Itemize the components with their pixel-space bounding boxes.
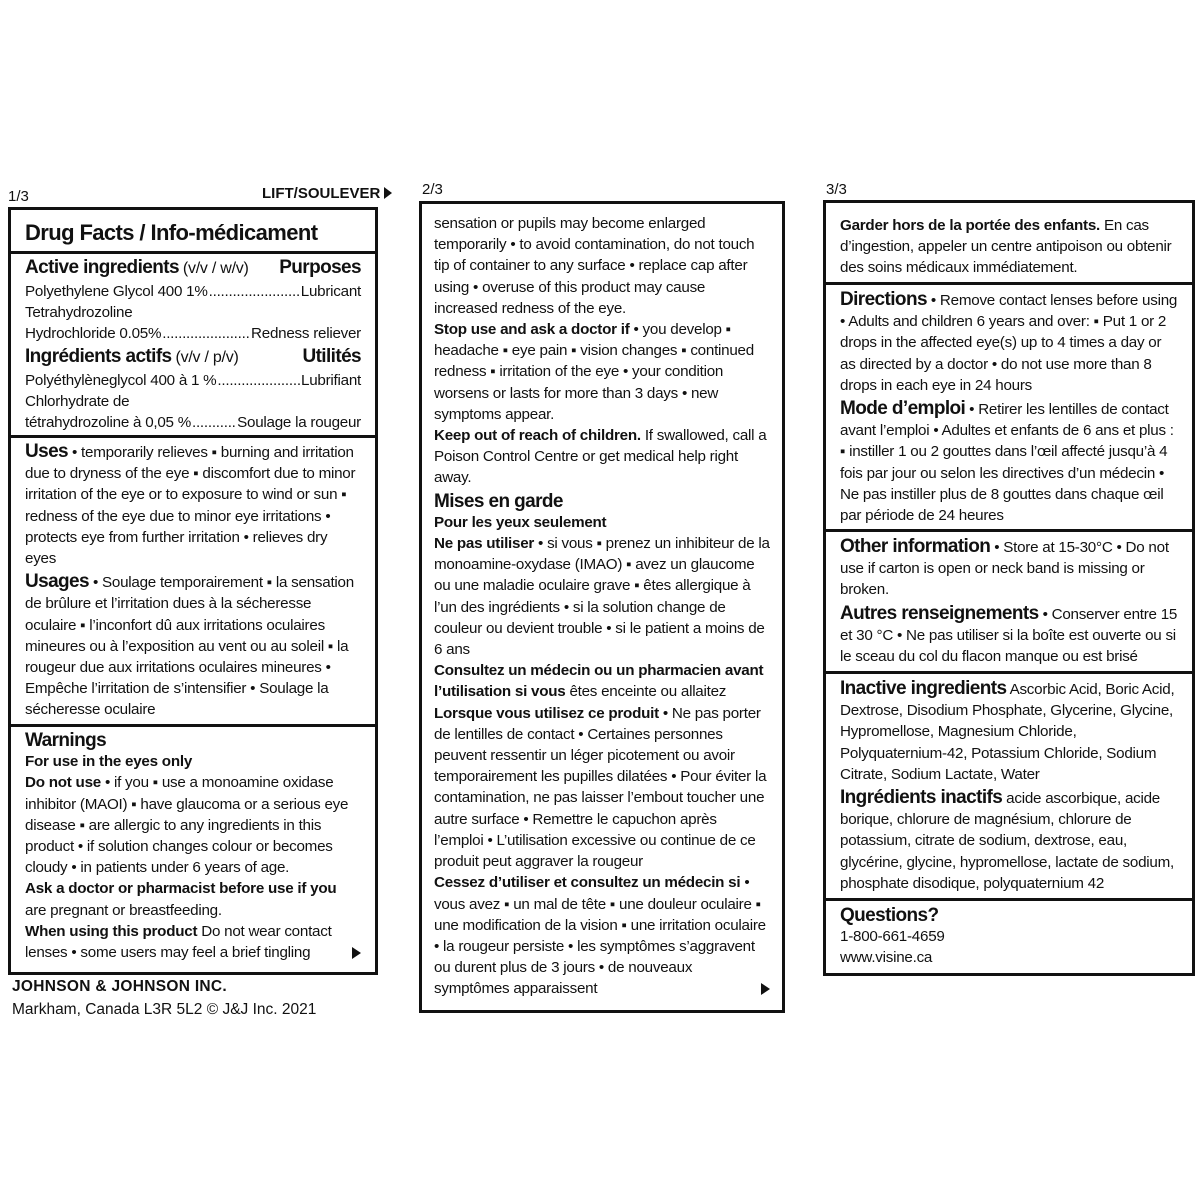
mises-en-garde-heading: Mises en garde: [434, 490, 563, 512]
mode-emploi-heading: Mode d’emploi: [840, 398, 966, 420]
active-units: (v/v / w/v): [182, 260, 249, 277]
lorsque-label: Lorsque vous utilisez ce produit: [434, 704, 659, 722]
other-info-heading: Other information: [840, 536, 991, 557]
lift-label: [262, 185, 392, 202]
continue-arrow-icon: [761, 983, 770, 995]
active-item-1-purpose: Lubricant: [300, 283, 361, 300]
drug-facts-panel-2: [419, 201, 785, 1013]
questions-section: [826, 901, 1192, 973]
ask-doctor-label: Ask a doctor or pharmacist before use if you: [25, 880, 337, 898]
consultez-label: Consultez un médecin ou un pharmacien avant l’utilisation si vous: [434, 662, 764, 701]
active-item-2-line1: Tetrahydrozoline: [25, 304, 133, 322]
actif-item-2-purpose: Soulage la rougeur: [237, 414, 361, 432]
drug-facts-panel-3: [823, 200, 1195, 976]
keep-out-text: If swallowed, call a Poison Control Centre or get medical help right away.: [434, 427, 767, 487]
actif-item-2-line1: Chlorhydrate de: [25, 392, 130, 410]
actif-item-2: tétrahydrozoline à 0,05 %: [25, 414, 191, 432]
stop-use-label: Stop use and ask a doctor if: [434, 321, 630, 339]
stop-use-text: • you develop ▪ headache ▪ eye pain ▪ vision changes ▪ continued redness ▪ irritation of the eye • your condition worsens or lasts for more than 3 days • new symptoms appear.: [434, 321, 754, 423]
title-section: [11, 210, 375, 254]
inactifs-text: acide ascorbique, acide borique, chlorure de magnésium, chlorure de potassium, citrate de sodium, dextrose, eau, glycérine, glycine, hypromellose, lactate de sodium, phosphate disodique, polyquaternium 42: [840, 790, 1174, 892]
active-ingredients-heading: Active ingredients: [25, 257, 179, 278]
directions-section: [826, 285, 1192, 532]
garder-text: En cas d’ingestion, appeler un centre antipoison ou obtenir des soins médicaux immédiatement.: [840, 217, 1172, 277]
uses-text: • temporarily relieves ▪ burning and irritation due to dryness of the eye ▪ discomfort due to minor irritation of the eye or to exposure to wind or sun ▪ redness of the eye due to minor eye irritations • protects eye from further irritation • relieves dry eyes: [25, 444, 356, 568]
actif-item-1: Polyéthylèneglycol 400 à 1 %: [25, 371, 217, 389]
directions-heading: Directions: [840, 289, 927, 310]
phone-number[interactable]: 1-800-661-4659: [840, 928, 945, 946]
active-item-2: Hydrochloride 0.05%: [25, 325, 162, 343]
garder-label: Garder hors de la portée des enfants.: [840, 217, 1100, 234]
utilites-heading: Utilités: [302, 345, 361, 367]
active-item-1: Polyethylene Glycol 400 1%: [25, 283, 208, 300]
other-info-text: • Store at 15-30°C • Do not use if carton is open or neck band is missing or broken.: [840, 539, 1169, 599]
lorsque-text: • Ne pas porter de lentilles de contact • Certaines personnes peuvent ressentir un léger picotement ou avoir temporairement les pupilles dilatées • Pour éviter la contamination, ne pas laisser l’embout toucher une autre surface • Remettre le capuchon après l’emploi • L’utilisation excessive ou continue de ce produit peut aggraver la rougeur: [434, 704, 767, 871]
actifs-units: (v/v / p/v): [175, 348, 239, 366]
actif-item-1-purpose: Lubrifiant: [301, 371, 361, 389]
questions-heading: Questions?: [840, 905, 939, 926]
when-using-text: Do not wear contact lenses • some users may feel a brief tingling: [25, 922, 332, 962]
do-not-use-label: Do not use: [25, 774, 101, 792]
drug-facts-panel-1: [8, 207, 378, 975]
page-number-1: 1/3: [8, 188, 29, 205]
website-link[interactable]: www.visine.ca: [840, 949, 933, 967]
when-using-label: When using this product: [25, 922, 198, 940]
company-address: Markham, Canada L3R 5L2 © J&J Inc. 2021: [12, 1001, 317, 1018]
inactive-text: Ascorbic Acid, Boric Acid, Dextrose, Disodium Phosphate, Glycerine, Glycine, Hypromellose, Magnesium Chloride, Polyquaternium-42, Potassium Chloride, Sodium Citrate, Sodium Lactate, Water: [840, 681, 1175, 783]
ne-pas-utiliser-text: • si vous ▪ prenez un inhibiteur de la monoamine-oxydase (IMAO) ▪ avez un glaucome ou une maladie oculaire grave ▪ êtes allergique à l’un des ingrédients • si la solution change de couleur ou devient trouble • si le patient a moins de 6 ans: [434, 535, 770, 659]
do-not-use-text: • if you ▪ use a monoamine oxidase inhibitor (MAOI) ▪ have glaucoma or a serious eye disease ▪ are allergic to any ingredients in this product • if solution changes colour or becomes cloudy • in patients under 6 years of age.: [25, 774, 349, 877]
autres-heading: Autres renseignements: [840, 602, 1039, 624]
warnings-continued-text: sensation or pupils may become enlarged temporarily • to avoid contamination, do not touch tip of container to any surface • replace cap after using • overuse of this product may cause increased redness of the eye.: [434, 215, 755, 317]
inactifs-heading: Ingrédients inactifs: [840, 787, 1003, 809]
uses-heading: Uses: [25, 441, 69, 462]
cessez-label: Cessez d’utiliser et consultez un médecin si: [434, 874, 741, 892]
active-item-2-purpose: Redness reliever: [251, 325, 361, 343]
warnings-heading: Warnings: [25, 730, 107, 751]
warnings-continued-section: [422, 204, 782, 1010]
arrow-right-icon: [384, 187, 392, 199]
consultez-text: êtes enceinte ou allaitez: [565, 683, 727, 701]
warnings-section: [11, 727, 375, 972]
inactive-ingredients-section: [826, 674, 1192, 901]
ask-doctor-text: are pregnant or breastfeeding.: [25, 901, 222, 919]
keep-out-label: Keep out of reach of children.: [434, 427, 641, 445]
autres-text: • Conserver entre 15 et 30 °C • Ne pas utiliser si la boîte est ouverte ou si le sceau du col du flacon manque ou est brisé: [840, 605, 1178, 666]
inactive-heading: Inactive ingredients: [840, 678, 1007, 699]
page-number-2: 2/3: [422, 181, 443, 198]
usages-text: • Soulage temporairement ▪ la sensation de brûlure et l’irritation dues à la sécheresse oculaire ▪ l’inconfort dû aux irritations oculaires mineures ou à l’exposition au vent ou au soleil ▪ la rougeur due aux irritations oculaires mineures • Empêche l’irritation de s’intensifier • Soulage la sécheresse oculaire: [25, 574, 354, 719]
usages-heading: Usages: [25, 571, 89, 593]
continue-arrow-icon: [352, 947, 361, 959]
ne-pas-utiliser-label: Ne pas utiliser: [434, 535, 535, 553]
cessez-text: • vous avez ▪ un mal de tête ▪ une douleur oculaire ▪ une modification de la vision ▪ une irritation oculaire • la rougeur persiste • les symptômes s’aggravent ou durent plus de 3 jours • de nouveaux symptômes apparaissent: [434, 874, 766, 998]
purposes-heading: Purposes: [279, 257, 361, 278]
other-information-section: [826, 532, 1192, 674]
uses-section: [11, 438, 375, 727]
directions-text: • Remove contact lenses before using • Adults and children 6 years and over: ▪ Put 1 or 2 drops in the affected eye(s) up to 4 times a day or as directed by a doctor • do not use more than 8 drops in each eye in 24 hours: [840, 292, 1178, 394]
company-name: JOHNSON & JOHNSON INC.: [12, 978, 228, 995]
active-ingredients-section: [11, 254, 375, 438]
garder-section: [826, 203, 1192, 285]
mode-emploi-text: • Retirer les lentilles de contact avant l’emploi • Adultes et enfants de 6 ans et plus : ▪ instiller 1 ou 2 gouttes dans l’œil affecté jusqu’à 4 fois par jour ou selon les directives d’un médecin • Ne pas instiller plus de 8 gouttes dans chaque œil par période de 24 heures: [840, 401, 1174, 525]
drug-facts-title: Drug Facts / Info-médicament: [25, 220, 318, 245]
ingredients-actifs-heading: Ingrédients actifs: [25, 345, 172, 367]
lift-text: LIFT/SOULEVER: [262, 185, 381, 202]
mises-en-garde-sub: Pour les yeux seulement: [434, 513, 607, 531]
warnings-subheading: For use in the eyes only: [25, 753, 193, 771]
page-number-3: 3/3: [826, 181, 847, 198]
